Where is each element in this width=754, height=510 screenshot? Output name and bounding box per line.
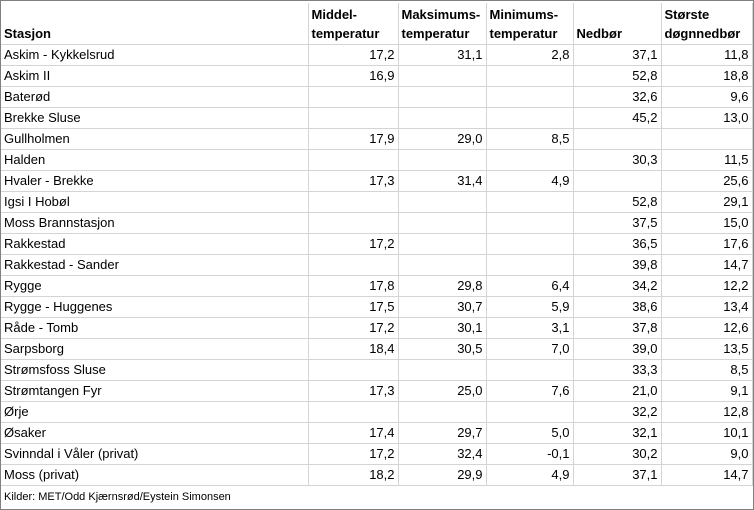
table-row xyxy=(1,87,752,108)
precipitation-cell: 52,8 xyxy=(573,66,661,87)
max-daily-precip-cell: 25,6 xyxy=(661,171,752,192)
precipitation-cell: 45,2 xyxy=(573,108,661,129)
mean-temp-cell xyxy=(308,360,398,381)
mean-temp-cell xyxy=(308,192,398,213)
min-temp-cell: 4,9 xyxy=(486,465,573,486)
mean-temp-cell: 17,2 xyxy=(308,318,398,339)
max-daily-precip-cell: 9,0 xyxy=(661,444,752,465)
precipitation-cell xyxy=(573,171,661,192)
table-row xyxy=(1,192,752,213)
mean-temp-cell xyxy=(308,213,398,234)
station-cell: Halden xyxy=(1,150,308,171)
max-temp-cell xyxy=(398,255,486,276)
precipitation-cell: 21,0 xyxy=(573,381,661,402)
precipitation-cell: 33,3 xyxy=(573,360,661,381)
max-temp-cell: 30,1 xyxy=(398,318,486,339)
table-row xyxy=(1,129,752,150)
max-daily-precip-cell xyxy=(661,129,752,150)
station-cell: Rygge xyxy=(1,276,308,297)
mean-temp-cell: 17,2 xyxy=(308,444,398,465)
mean-temp-cell: 17,3 xyxy=(308,171,398,192)
precipitation-cell: 37,5 xyxy=(573,213,661,234)
max-daily-precip-cell: 10,1 xyxy=(661,423,752,444)
table-body xyxy=(1,45,752,486)
header-max-daily-precip-line1: Største xyxy=(664,7,710,22)
precipitation-cell: 38,6 xyxy=(573,297,661,318)
table-row xyxy=(1,171,752,192)
min-temp-cell: 4,9 xyxy=(486,171,573,192)
table-row xyxy=(1,255,752,276)
header-max-temp-line1: Maksimums- xyxy=(401,7,481,22)
min-temp-cell xyxy=(486,234,573,255)
mean-temp-cell: 17,4 xyxy=(308,423,398,444)
mean-temp-cell: 17,2 xyxy=(308,234,398,255)
max-temp-cell: 32,4 xyxy=(398,444,486,465)
table-row xyxy=(1,381,752,402)
max-temp-cell xyxy=(398,150,486,171)
station-cell: Igsi I Hobøl xyxy=(1,192,308,213)
header-min-temp-line1: Minimums- xyxy=(489,7,559,22)
table-row xyxy=(1,423,752,444)
station-cell: Ørje xyxy=(1,402,308,423)
header-row xyxy=(1,3,752,45)
station-cell: Sarpsborg xyxy=(1,339,308,360)
min-temp-cell: 2,8 xyxy=(486,45,573,66)
max-daily-precip-cell: 13,4 xyxy=(661,297,752,318)
precipitation-cell: 37,1 xyxy=(573,45,661,66)
mean-temp-cell xyxy=(308,150,398,171)
header-max-temp-line2: temperatur xyxy=(401,26,470,41)
min-temp-cell xyxy=(486,87,573,108)
header-mean-temp xyxy=(308,3,398,45)
source-note: Kilder: MET/Odd Kjærnsrød/Eystein Simonsen xyxy=(4,491,231,503)
max-daily-precip-cell: 9,6 xyxy=(661,87,752,108)
precipitation-cell: 32,2 xyxy=(573,402,661,423)
max-daily-precip-cell: 14,7 xyxy=(661,255,752,276)
max-daily-precip-cell: 12,6 xyxy=(661,318,752,339)
mean-temp-cell: 17,5 xyxy=(308,297,398,318)
max-daily-precip-cell: 8,5 xyxy=(661,360,752,381)
max-daily-precip-cell: 11,5 xyxy=(661,150,752,171)
table-row xyxy=(1,318,752,339)
precipitation-cell: 30,2 xyxy=(573,444,661,465)
min-temp-cell xyxy=(486,255,573,276)
min-temp-cell: 6,4 xyxy=(486,276,573,297)
max-temp-cell xyxy=(398,66,486,87)
table-row xyxy=(1,402,752,423)
header-station-line1: Stasjon xyxy=(4,26,51,41)
min-temp-cell: 5,9 xyxy=(486,297,573,318)
mean-temp-cell: 17,3 xyxy=(308,381,398,402)
mean-temp-cell: 18,4 xyxy=(308,339,398,360)
mean-temp-cell xyxy=(308,108,398,129)
precipitation-cell: 37,1 xyxy=(573,465,661,486)
header-max-daily-precip-line2: døgnnedbør xyxy=(664,26,741,41)
table-row xyxy=(1,108,752,129)
station-cell: Rakkestad - Sander xyxy=(1,255,308,276)
station-cell: Øsaker xyxy=(1,423,308,444)
station-cell: Baterød xyxy=(1,87,308,108)
max-temp-cell: 25,0 xyxy=(398,381,486,402)
max-daily-precip-cell: 14,7 xyxy=(661,465,752,486)
precipitation-cell: 34,2 xyxy=(573,276,661,297)
max-daily-precip-cell: 18,8 xyxy=(661,66,752,87)
precipitation-cell: 32,6 xyxy=(573,87,661,108)
max-temp-cell: 29,9 xyxy=(398,465,486,486)
station-cell: Strømsfoss Sluse xyxy=(1,360,308,381)
station-cell: Råde - Tomb xyxy=(1,318,308,339)
min-temp-cell xyxy=(486,402,573,423)
table-row xyxy=(1,213,752,234)
mean-temp-cell: 17,2 xyxy=(308,45,398,66)
max-temp-cell xyxy=(398,402,486,423)
station-cell: Rakkestad xyxy=(1,234,308,255)
header-max-temp xyxy=(398,3,486,45)
min-temp-cell xyxy=(486,192,573,213)
header-precipitation-line1: Nedbør xyxy=(576,26,622,41)
min-temp-cell: 8,5 xyxy=(486,129,573,150)
table-row xyxy=(1,297,752,318)
precipitation-cell: 52,8 xyxy=(573,192,661,213)
max-daily-precip-cell: 13,5 xyxy=(661,339,752,360)
max-temp-cell: 31,4 xyxy=(398,171,486,192)
table-row xyxy=(1,234,752,255)
max-temp-cell: 29,0 xyxy=(398,129,486,150)
max-daily-precip-cell: 15,0 xyxy=(661,213,752,234)
max-daily-precip-cell: 9,1 xyxy=(661,381,752,402)
min-temp-cell xyxy=(486,150,573,171)
max-daily-precip-cell: 12,2 xyxy=(661,276,752,297)
table-row xyxy=(1,66,752,87)
min-temp-cell xyxy=(486,360,573,381)
mean-temp-cell xyxy=(308,255,398,276)
max-temp-cell xyxy=(398,108,486,129)
max-daily-precip-cell: 11,8 xyxy=(661,45,752,66)
mean-temp-cell: 16,9 xyxy=(308,66,398,87)
header-mean-temp-line1: Middel- xyxy=(311,7,357,22)
header-min-temp xyxy=(486,3,573,45)
max-temp-cell xyxy=(398,87,486,108)
max-temp-cell xyxy=(398,192,486,213)
table-row xyxy=(1,339,752,360)
mean-temp-cell xyxy=(308,402,398,423)
precipitation-cell: 30,3 xyxy=(573,150,661,171)
station-cell: Rygge - Huggenes xyxy=(1,297,308,318)
mean-temp-cell: 17,9 xyxy=(308,129,398,150)
min-temp-cell xyxy=(486,108,573,129)
header-mean-temp-line2: temperatur xyxy=(311,26,380,41)
table-row xyxy=(1,360,752,381)
min-temp-cell xyxy=(486,213,573,234)
table-row xyxy=(1,150,752,171)
max-temp-cell: 30,7 xyxy=(398,297,486,318)
precipitation-cell: 39,8 xyxy=(573,255,661,276)
table-row xyxy=(1,276,752,297)
station-cell: Moss (privat) xyxy=(1,465,308,486)
max-temp-cell: 29,7 xyxy=(398,423,486,444)
precipitation-cell: 36,5 xyxy=(573,234,661,255)
precipitation-cell: 32,1 xyxy=(573,423,661,444)
mean-temp-cell: 17,8 xyxy=(308,276,398,297)
max-temp-cell: 29,8 xyxy=(398,276,486,297)
header-precipitation xyxy=(573,3,661,45)
min-temp-cell: -0,1 xyxy=(486,444,573,465)
max-temp-cell: 30,5 xyxy=(398,339,486,360)
station-cell: Moss Brannstasjon xyxy=(1,213,308,234)
precipitation-cell: 39,0 xyxy=(573,339,661,360)
max-daily-precip-cell: 13,0 xyxy=(661,108,752,129)
min-temp-cell: 5,0 xyxy=(486,423,573,444)
weather-table xyxy=(1,3,753,486)
precipitation-cell: 37,8 xyxy=(573,318,661,339)
station-cell: Strømtangen Fyr xyxy=(1,381,308,402)
table-row xyxy=(1,465,752,486)
max-temp-cell xyxy=(398,360,486,381)
table-row xyxy=(1,444,752,465)
station-cell: Brekke Sluse xyxy=(1,108,308,129)
mean-temp-cell: 18,2 xyxy=(308,465,398,486)
max-daily-precip-cell: 17,6 xyxy=(661,234,752,255)
min-temp-cell: 3,1 xyxy=(486,318,573,339)
max-temp-cell xyxy=(398,213,486,234)
max-daily-precip-cell: 12,8 xyxy=(661,402,752,423)
min-temp-cell: 7,6 xyxy=(486,381,573,402)
header-min-temp-line2: temperatur xyxy=(489,26,558,41)
min-temp-cell: 7,0 xyxy=(486,339,573,360)
max-temp-cell xyxy=(398,234,486,255)
header-station xyxy=(1,3,308,45)
station-cell: Svinndal i Våler (privat) xyxy=(1,444,308,465)
table-row xyxy=(1,45,752,66)
station-cell: Gullholmen xyxy=(1,129,308,150)
min-temp-cell xyxy=(486,66,573,87)
max-temp-cell: 31,1 xyxy=(398,45,486,66)
station-cell: Askim - Kykkelsrud xyxy=(1,45,308,66)
header-max-daily-precip xyxy=(661,3,752,45)
station-cell: Hvaler - Brekke xyxy=(1,171,308,192)
precipitation-cell xyxy=(573,129,661,150)
station-cell: Askim II xyxy=(1,66,308,87)
mean-temp-cell xyxy=(308,87,398,108)
max-daily-precip-cell: 29,1 xyxy=(661,192,752,213)
